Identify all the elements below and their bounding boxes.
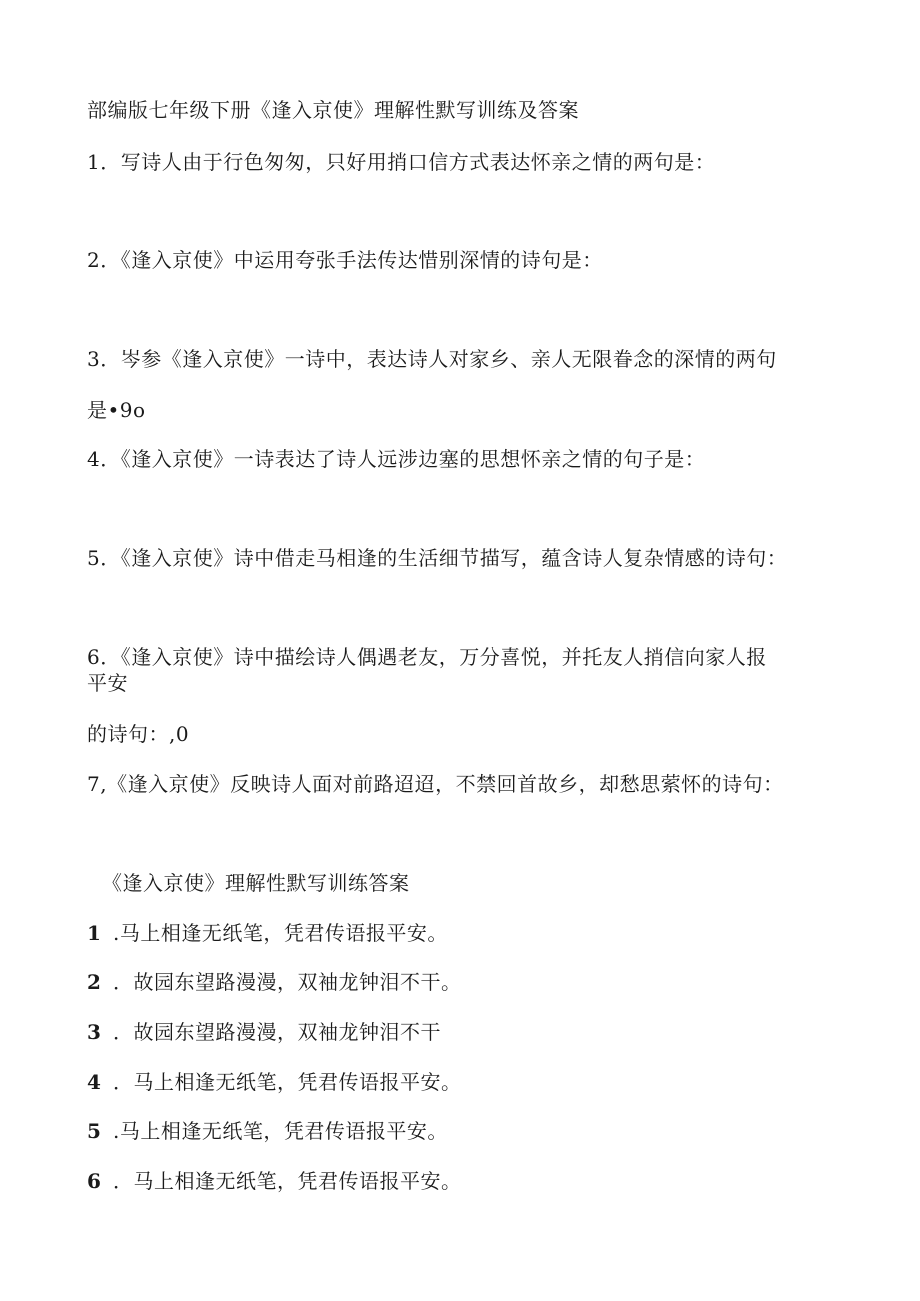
answer-item (87, 1019, 441, 1045)
question-6-blank-line: 的诗句：,0 (87, 722, 190, 746)
question-1: 1．写诗人由于行色匆匆，只好用捎口信方式表达怀亲之情的两句是： (87, 150, 716, 174)
answer-number: 6 (87, 1169, 102, 1193)
document-title: 部编版七年级下册《逢入京使》理解性默写训练及答案 (87, 98, 579, 122)
answer-item (87, 1168, 462, 1194)
answer-number: 4 (87, 1070, 102, 1094)
answer-item (87, 1069, 462, 1095)
answer-item (87, 969, 462, 995)
answer-text: ．故园东望路漫漫，双袖龙钟泪不干 (113, 1020, 441, 1044)
answer-number: 2 (87, 970, 102, 994)
answer-text: .马上相逢无纸笔，凭君传语报平安。 (113, 921, 448, 945)
answer-item (87, 920, 448, 946)
answers-heading: 《逢入京使》理解性默写训练答案 (102, 871, 410, 895)
question-4: 4．《逢入京使》一诗表达了诗人远涉边塞的思想怀亲之情的句子是： (87, 447, 706, 471)
answer-text: ．故园东望路漫漫，双袖龙钟泪不干。 (113, 970, 462, 994)
question-6-continued: 平安 (87, 671, 128, 695)
question-5: 5．《逢入京使》诗中借走马相逢的生活细节描写，蕴含诗人复杂情感的诗句： (87, 546, 788, 570)
answer-text: ．马上相逢无纸笔，凭君传语报平安。 (113, 1070, 462, 1094)
answer-text: ．马上相逢无纸笔，凭君传语报平安。 (113, 1169, 462, 1193)
answer-number: 3 (87, 1020, 102, 1044)
answer-text: .马上相逢无纸笔，凭君传语报平安。 (113, 1119, 448, 1143)
question-6: 6．《逢入京使》诗中描绘诗人偶遇老友，万分喜悦，并托友人捎信向家人报 (87, 645, 767, 669)
question-3: 3．岑参《逢入京使》一诗中，表达诗人对家乡、亲人无限眷念的深情的两句 (87, 347, 777, 371)
question-3-continued: 是•9o (87, 398, 146, 422)
question-2: 2．《逢入京使》中运用夸张手法传达惜别深情的诗句是： (87, 248, 603, 272)
answer-number: 5 (87, 1119, 102, 1143)
answer-item (87, 1118, 448, 1144)
question-7: 7,《逢入京使》反映诗人面对前路迢迢，不禁回首故乡，却愁思萦怀的诗句： (87, 772, 784, 796)
answer-number: 1 (87, 921, 102, 945)
